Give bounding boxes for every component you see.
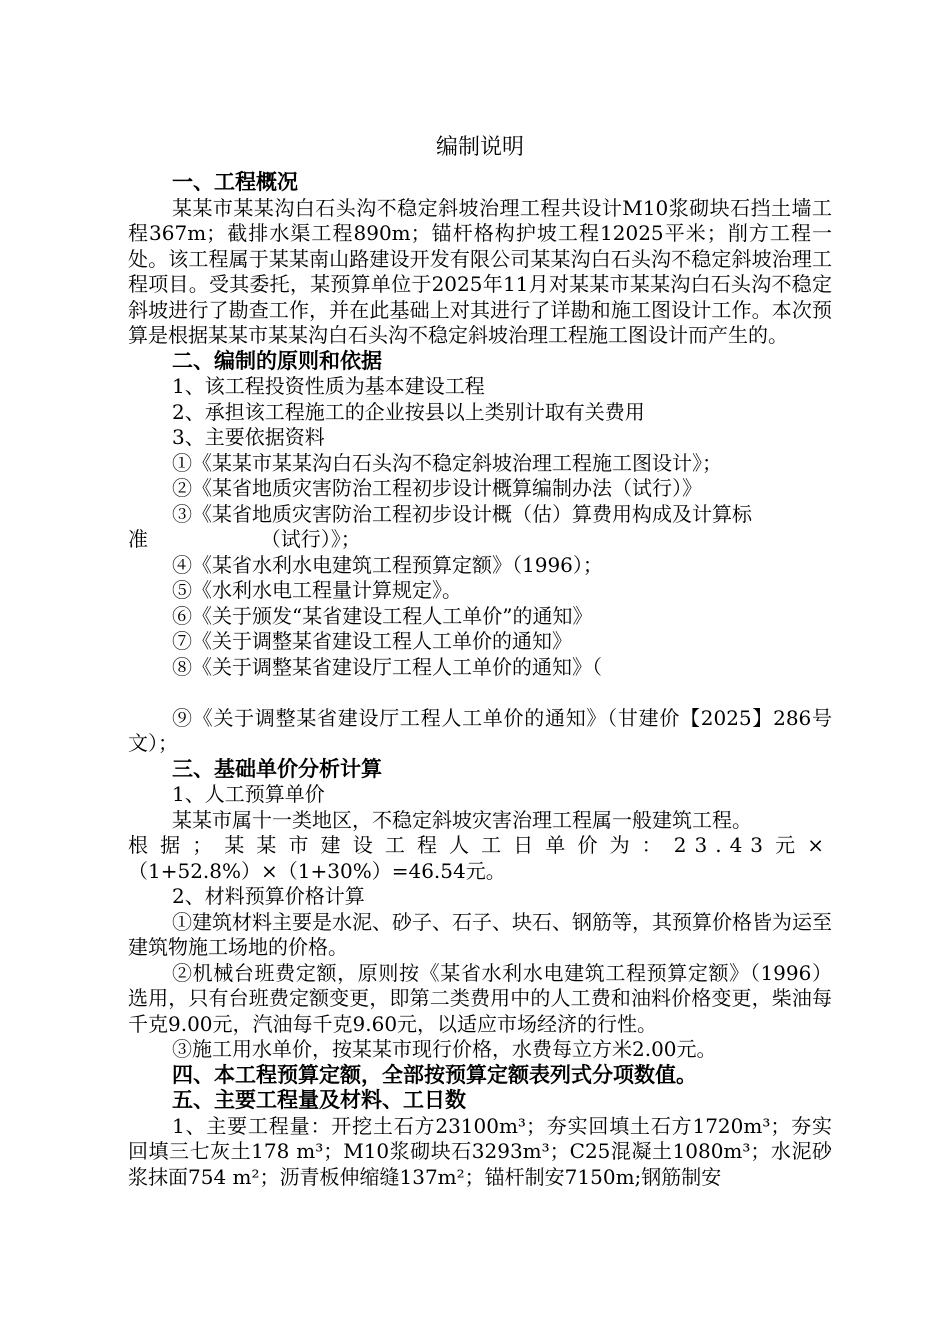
section-heading: 五、主要工程量及材料、工日数 xyxy=(172,1088,466,1112)
list-item: 2、承担该工程施工的企业按县以上类别计取有关费用 xyxy=(172,399,645,424)
reference-item: ④《某省水利水电建筑工程预算定额》（1996）； xyxy=(172,552,603,577)
reference-item: ⑥《关于颁发“某省建设工程人工单价”的通知》 xyxy=(172,603,593,628)
document-page xyxy=(128,128,832,1190)
paragraph: ③施工用水单价，按某某市现行价格，水费每立方米2.00元。 xyxy=(172,1037,717,1061)
reference-fragment: （试行）》； xyxy=(260,527,361,551)
paragraph-line: （1+52.8%）×（1+30%）=46.54元。 xyxy=(128,858,506,883)
list-item: 1、该工程投资性质为基本建设工程 xyxy=(172,374,485,398)
reference-fragment: 准 xyxy=(128,527,148,551)
paragraph: 某某市某某沟白石头沟不稳定斜坡治理工程共设计M10浆砌块石挡土墙工程367m；截排水渠工程890m；锚杆格构护坡工程12025平米；削方工程一处。该工程属于某某南山路建设开发有限公司某某沟白石头沟不稳定斜坡治理工程项目。受其委托，某预算单位于2025年11月对某某市某某沟白石头沟不稳定斜坡进行了勘查工作，并在此基础上对其进行了详勘和施工图设计工作。本次预算是根据某某市某某沟白石头沟不稳定斜坡治理工程施工图设计而产生的。 xyxy=(128,195,832,347)
document-title: 编制说明 xyxy=(435,135,524,160)
section-heading: 四、本工程预算定额，全部按预算定额表列式分项数值。 xyxy=(172,1062,697,1087)
paragraph: ②机械台班费定额，原则按《某省水利水电建筑工程预算定额》（1996）选用，只有台班费定额变更，即第二类费用中的人工费和油料价格变更，柴油每千克9.00元，汽油每千克9.60元，以适应市场经济的行性。 xyxy=(128,960,832,1036)
reference-item: ⑤《水利水电工程量计算规定》。 xyxy=(172,578,462,602)
reference-item-continuation xyxy=(128,527,832,553)
reference-item: ①《某某市某某沟白石头沟不稳定斜坡治理工程施工图设计》； xyxy=(172,450,722,475)
reference-item: ⑦《关于调整某省建设工程人工单价的通知》 xyxy=(172,629,572,653)
section-heading: 三、基础单价分析计算 xyxy=(172,756,382,781)
reference-item: ③《某省地质灾害防治工程初步设计概（估）算费用构成及计算标 xyxy=(172,501,752,526)
subheading: 2、材料预算价格计算 xyxy=(172,884,365,908)
list-item: 3、主要依据资料 xyxy=(172,425,325,449)
section-heading: 一、工程概况 xyxy=(172,170,298,194)
section-heading: 二、编制的原则和依据 xyxy=(172,348,382,373)
paragraph: ①建筑材料主要是水泥、砂子、石子、块石、钢筋等，其预算价格皆为运至建筑物施工场地的价格。 xyxy=(128,909,832,959)
reference-item: ⑧《关于调整某省建设厅工程人工单价的通知》（ xyxy=(172,654,602,679)
blank-line xyxy=(128,680,832,706)
subheading: 1、人工预算单价 xyxy=(172,782,325,806)
reference-item: ②《某省地质灾害防治工程初步设计概算编制办法（试行）》 xyxy=(172,476,702,500)
paragraph: 某某市属十一类地区，不稳定斜坡灾害治理工程属一般建筑工程。 xyxy=(172,807,752,832)
reference-item: ⑨《关于调整某省建设厅工程人工单价的通知》（甘建价【2025】286号文）； xyxy=(128,705,832,755)
paragraph-line: 根据；某某市建设工程人工日单价为：23.43元× xyxy=(128,833,832,857)
paragraph: 1、主要工程量：开挖土石方23100m³；夯实回填土石方1720m³；夯实回填三七灰土178 m³；M10浆砌块石3293m³；C25混凝土1080m³；水泥砂浆抹面754 m²；沥青板伸缩缝137m²；锚杆制安7150m;钢筋制安 xyxy=(128,1113,832,1189)
